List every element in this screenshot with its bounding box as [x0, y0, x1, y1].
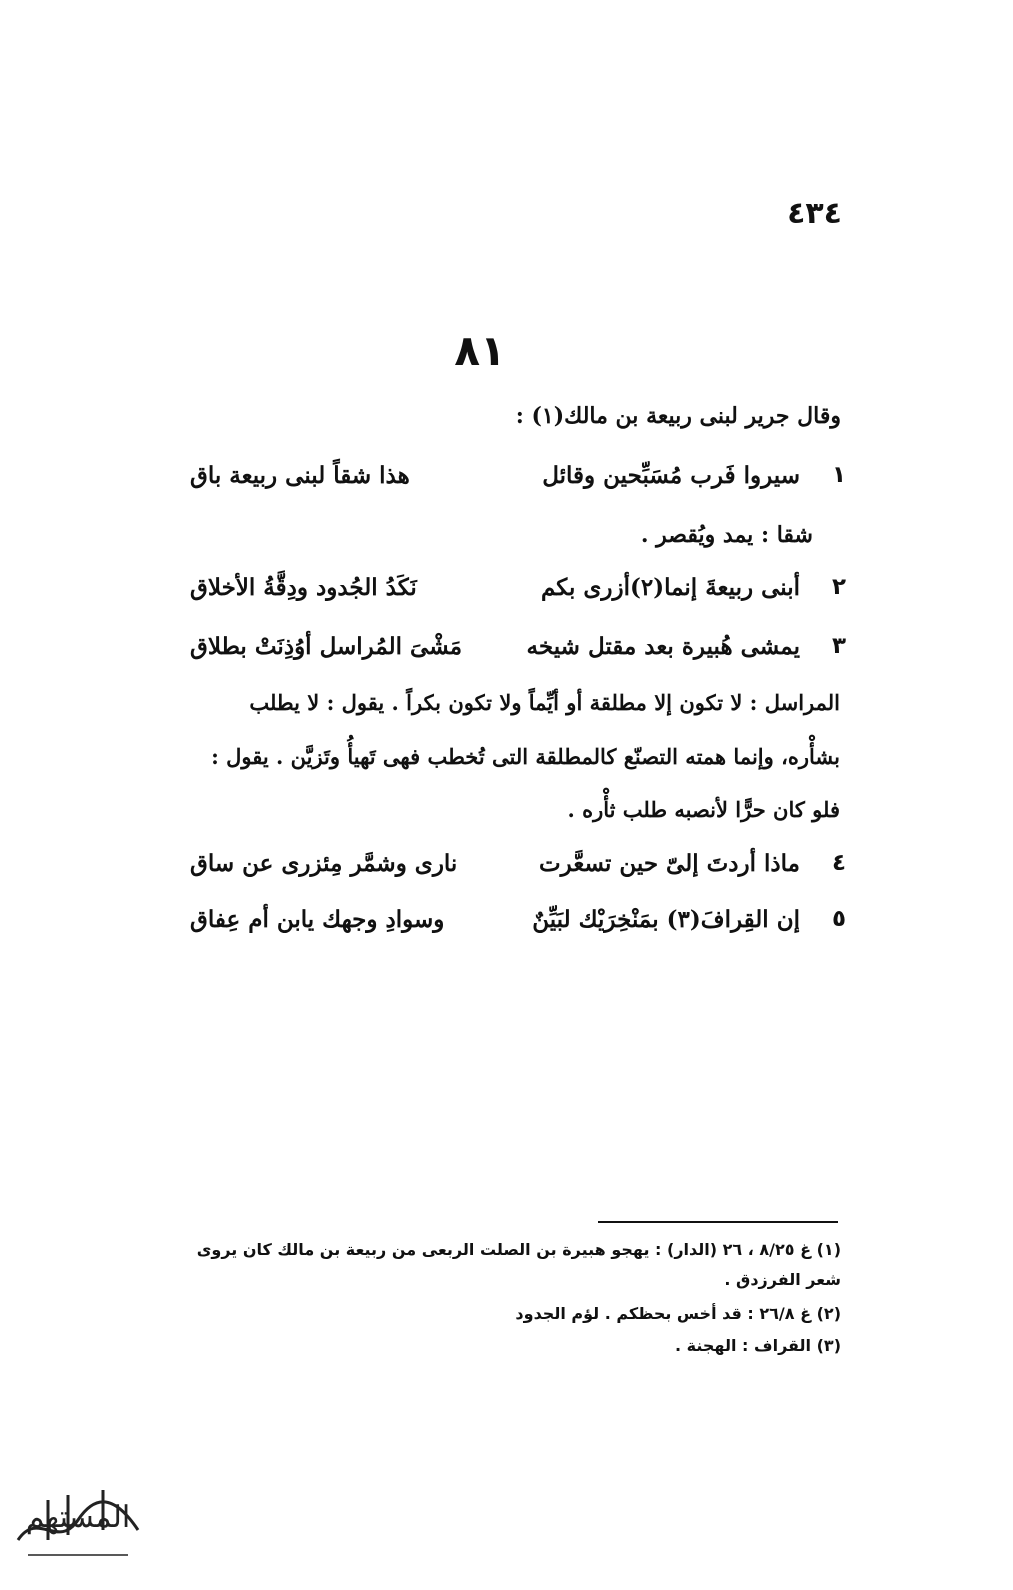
footnote: (١) غ ٨/٢٥ ، ٢٦ (الدار) : يهجو هبيرة بن الصلت الربعى من ربيعة بن مالك كان يروى: [196, 1240, 841, 1259]
verse-number: ٢: [831, 574, 847, 600]
verse-gloss: شقا : يمد ويُقصر .: [640, 522, 813, 548]
verse-first-hemistich: أبنى ربيعةَ إنما(٢)أزرى بكم: [540, 574, 800, 601]
footnote-continuation: شعر الفرزدق .: [724, 1270, 841, 1289]
library-seal: [8, 1470, 148, 1570]
footnote-separator: [598, 1221, 838, 1223]
seal-text: المستهم: [25, 1500, 131, 1535]
poem-introduction: وقال جرير لبنى ربيعة بن مالك(١) :: [515, 403, 841, 429]
verse-number: ٥: [831, 906, 847, 932]
verse-line: [150, 633, 850, 677]
commentary-line: المراسل : لا تكون إلا مطلقة أو أيِّماً ولا تكون بكراً . يقول : لا يطلب: [249, 690, 840, 715]
verse-line: [150, 462, 850, 506]
verse-second-hemistich: وسوادِ وجهك يابن أم عِفاق: [190, 906, 445, 933]
verse-number: ٣: [831, 633, 847, 659]
verse-second-hemistich: مَشْىَ المُراسل أوُذِنَتْ بطلاق: [190, 633, 463, 660]
verse-line: [150, 574, 850, 618]
verse-number: ١: [831, 462, 847, 488]
verse-first-hemistich: سيروا فَرب مُسَبِّحين وقائل: [542, 462, 800, 489]
poem-number: ٨١: [454, 326, 506, 375]
verse-line: [150, 906, 850, 950]
footnote: (٢) غ ٢٦/٨ : قد أخس بحظكم . لؤم الجدود: [515, 1304, 841, 1323]
verse-first-hemistich: يمشى هُبيرة بعد مقتل شيخه: [526, 633, 800, 660]
commentary-line: فلو كان حرًّا لأنصبه طلب ثأْره .: [567, 797, 840, 822]
verse-first-hemistich: إن القِرافَ(٣) بمَنْخِرَيْك لبَيِّنٌ: [532, 906, 800, 933]
verse-first-hemistich: ماذا أردتَ إلىّ حين تسعَّرت: [539, 850, 800, 877]
verse-line: [150, 850, 850, 894]
footnote: (٣) القراف : الهجنة .: [675, 1336, 841, 1355]
verse-number: ٤: [831, 850, 847, 876]
commentary-line: بشأْره، وإنما همته التصنّع كالمطلقة التى تُخطب فهى تَهيأُ وتَزيَّن . يقول :: [211, 744, 840, 769]
verse-second-hemistich: هذا شقاً لبنى ربيعة باق: [190, 462, 410, 489]
verse-second-hemistich: نارى وشمَّر مِئزرى عن ساق: [190, 850, 458, 877]
verse-second-hemistich: نَكَدُ الجُدود ودِقَّةُ الأخلاق: [190, 574, 417, 601]
page-number: ٤٣٤: [787, 196, 842, 231]
